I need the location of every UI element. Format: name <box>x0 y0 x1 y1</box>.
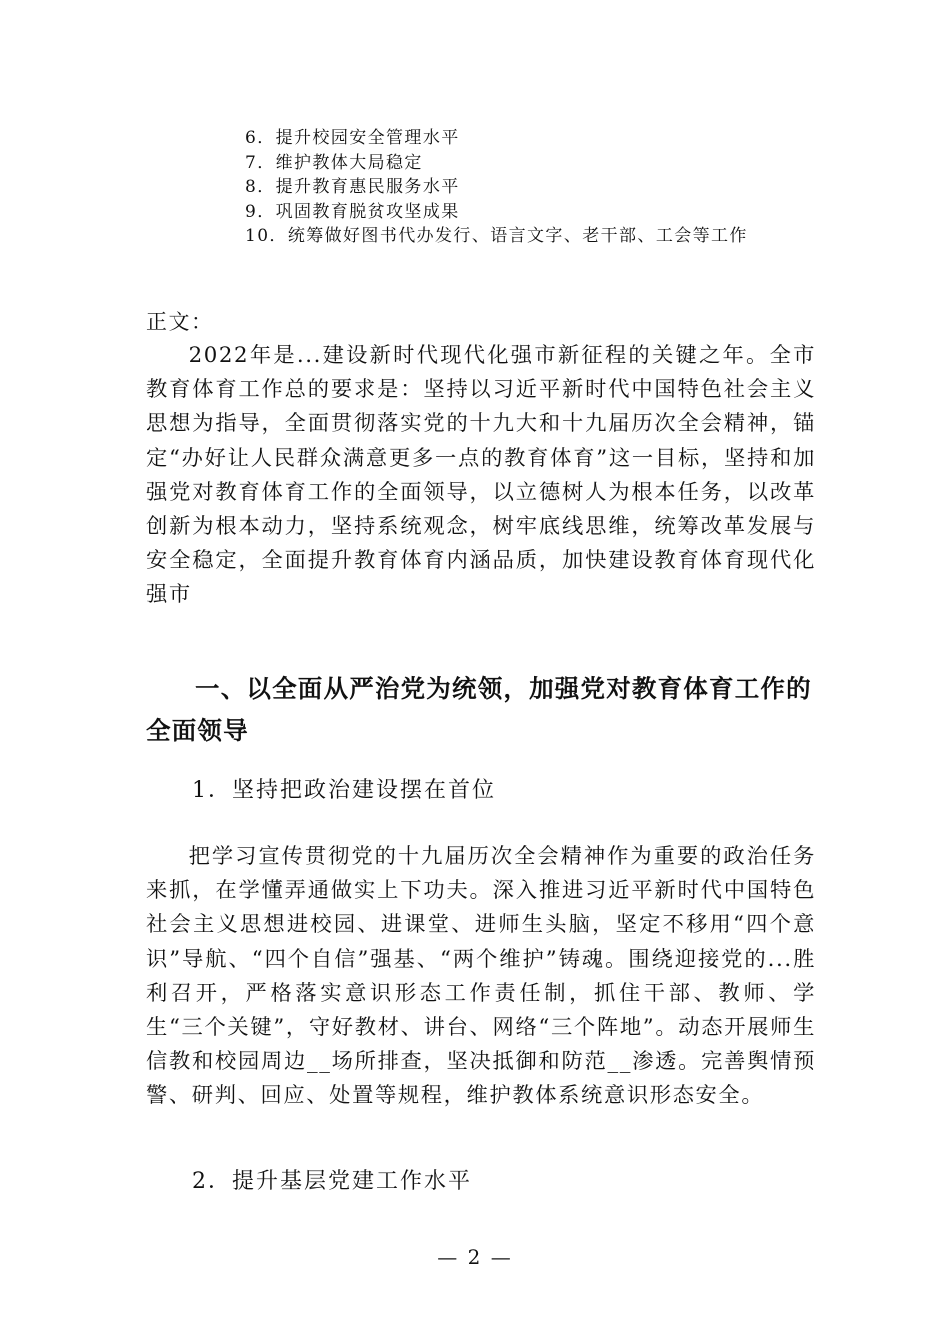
outline-item: 7．维护教体大局稳定 <box>245 152 423 173</box>
outline-list <box>245 126 748 249</box>
intro-paragraph: 2022年是...建设新时代现代化强市新征程的关键之年。全市教育体育工作总的要求是：坚持以习近平新时代中国特色社会主义思想为指导，全面贯彻落实党的十九大和十九届历次全会精神，锚定“办好让人民群众满意更多一点的教育体育”这一目标，坚持和加强党对教育体育工作的全面领导，以立德树人为根本任务，以改革创新为根本动力，坚持系统观念，树牢底线思维，统筹改革发展与安全稳定，全面提升教育体育内涵品质，加快建设教育体育现代化强市 <box>146 343 816 608</box>
subsection-paragraph: 把学习宣传贯彻党的十九届历次全会精神作为重要的政治任务来抓，在学懂弄通做实上下功夫。深入推进习近平新时代中国特色社会主义思想进校园、进课堂、进师生头脑，坚定不移用“四个意识”导航、“四个自信”强基、“两个维护”铸魂。围绕迎接党的...胜利召开，严格落实意识形态工作责任制，抓住干部、教师、学生“三个关键”，守好教材、讲台、网络“三个阵地”。动态开展师生信教和校园周边__场所排查，坚决抵御和防范__渗透。完善舆情预警、研判、回应、处置等规程，维护教体系统意识形态安全。 <box>146 844 816 1109</box>
outline-item: 8．提升教育惠民服务水平 <box>245 177 460 197</box>
outline-item: 6．提升校园安全管理水平 <box>245 128 460 148</box>
page-number: — 2 — <box>437 1245 513 1269</box>
subsection-title: 1．坚持把政治建设摆在首位 <box>192 778 496 803</box>
section-heading: 一、以全面从严治党为统领，加强党对教育体育工作的全面领导 <box>146 674 812 745</box>
body-label: 正文： <box>146 310 214 334</box>
outline-item: 9．巩固教育脱贫攻坚成果 <box>245 201 460 222</box>
outline-item: 10．统筹做好图书代办发行、语言文字、老干部、工会等工作 <box>245 226 748 246</box>
subsection-title: 2．提升基层党建工作水平 <box>192 1169 472 1194</box>
